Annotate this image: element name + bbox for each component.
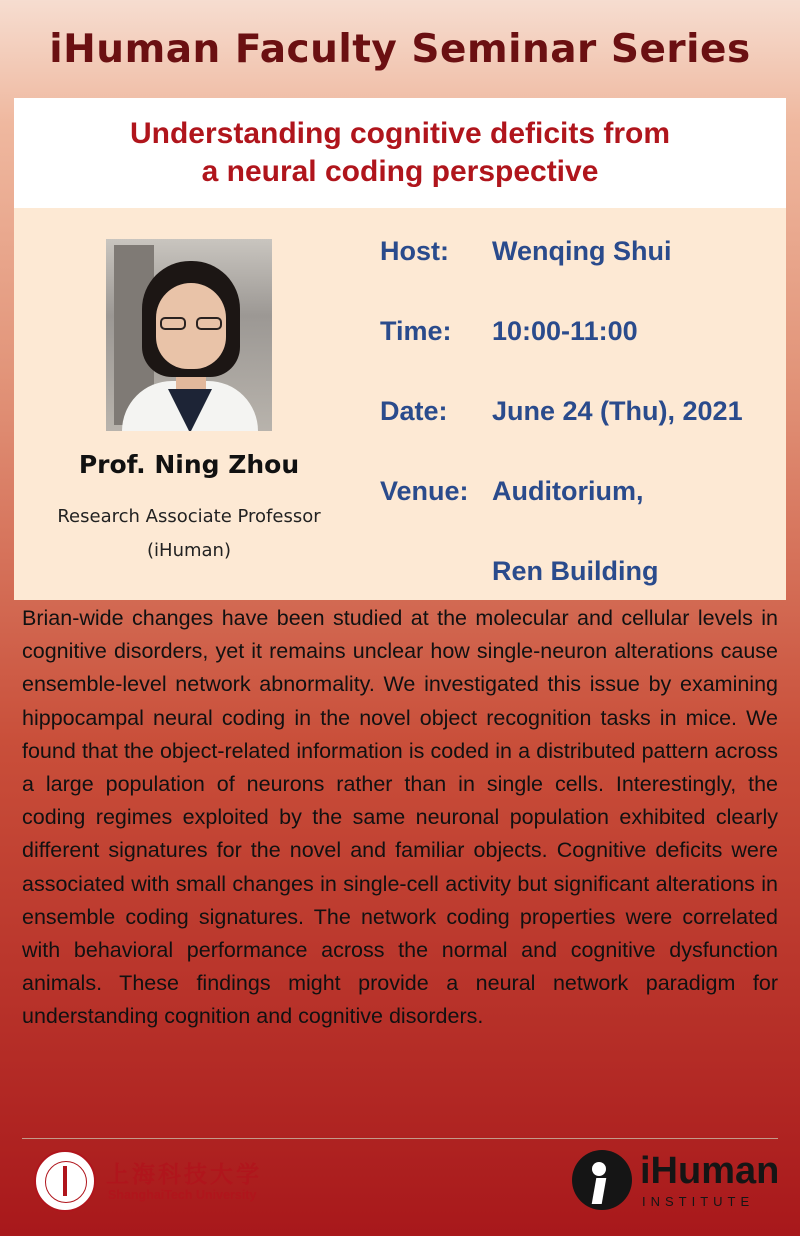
time-value: 10:00-11:00 [492, 316, 638, 346]
time-row [380, 316, 638, 347]
venue-value-line-1: Auditorium, [492, 476, 644, 506]
venue-row [380, 476, 643, 507]
host-row [380, 236, 671, 267]
abstract-text: Brian-wide changes have been studied at the molecular and cellular levels in cognitive disorders, yet it remains unclear how single-neuron alterations cause ensemble-level network abnormality. We investigated this issue by examining hippocampal neural coding in the novel object recognition tasks in mice. We found that the object-related information is coded in a distributed pattern across a large population of neurons rather than in single cells. Interestingly, the coding regimes exploited by the same neuronal population exhibited clearly different signatures for the novel and familiar objects. Cognitive deficits were associated with small changes in single-cell activity but significant alterations in ensemble coding signatures. The network coding properties were correlated with behavioral performance across the normal and cognitive dysfunction animals. These findings might provide a neural network paradigm for understanding cognition and cognitive disorders. [22, 606, 778, 1029]
speaker-position-title: Research Associate Professor [57, 506, 321, 527]
speaker-info-box [14, 208, 786, 600]
institute-subtitle: INSTITUTE [642, 1194, 755, 1209]
date-value: June 24 (Thu), 2021 [492, 396, 743, 426]
venue-row-2 [492, 556, 658, 587]
speaker-affiliation: (iHuman) [147, 540, 231, 561]
shanghaitech-logo [34, 1150, 334, 1214]
series-title: iHuman Faculty Seminar Series [49, 26, 751, 72]
ihuman-logo-icon [572, 1150, 632, 1210]
speaker-name: Prof. Ning Zhou [78, 450, 300, 479]
poster-header [0, 0, 800, 98]
host-label: Host: [380, 236, 449, 266]
date-row [380, 396, 743, 427]
time-label: Time: [380, 316, 452, 346]
host-value: Wenqing Shui [492, 236, 672, 266]
venue-value-line-2: Ren Building [492, 556, 659, 586]
speaker-photo [106, 239, 272, 431]
talk-title-box [14, 98, 786, 208]
ihuman-logo [572, 1150, 780, 1214]
university-name-en: ShanghaiTech University [108, 1188, 257, 1202]
talk-title-line-2: a neural coding perspective [201, 155, 599, 188]
speaker-position [14, 500, 364, 568]
footer-divider [22, 1138, 778, 1139]
institute-name: iHuman [640, 1150, 780, 1192]
shanghaitech-seal-logo [34, 1150, 96, 1212]
talk-title-line-1: Understanding cognitive deficits from [129, 117, 671, 150]
university-name-cn: 上海科技大学 [106, 1161, 262, 1188]
venue-label: Venue: [380, 476, 469, 506]
date-label: Date: [380, 396, 448, 426]
